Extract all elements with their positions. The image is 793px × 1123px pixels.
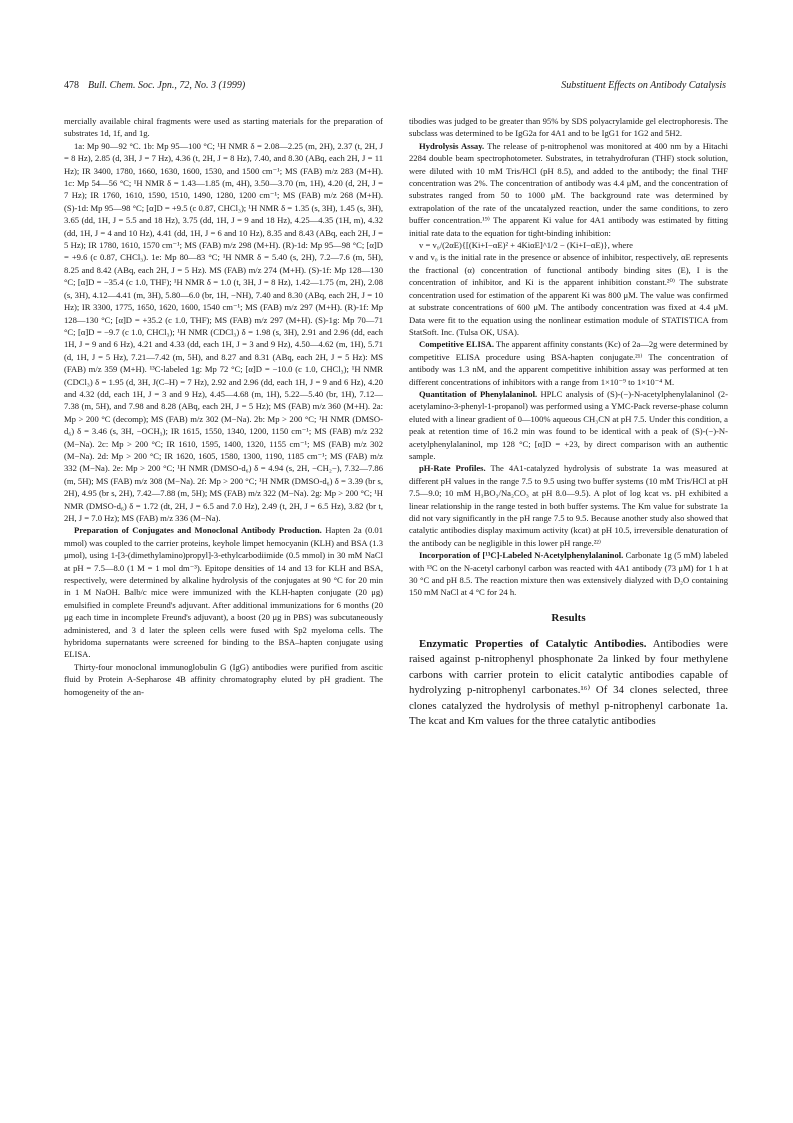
page-number: 478: [64, 80, 79, 91]
paragraph-heading: Incorporation of [¹³C]-Labeled N-Acetylphenylalaninol.: [419, 550, 624, 561]
paragraph: [409, 338, 728, 388]
paragraph: v and v₀ is the initial rate in the presence or absence of inhibitor, respectively, αE represents the fractional (α) concentration of functional antibody binding sites (E), I is the concentration of inhibitor, and Ki is the apparent inhibition constant.²⁰⁾ The substrate concentration used for estimation of the apparent Ki was 800 μM. The value was confirmed at substrate concentrations of 600 μM. The antibody concentration was fixed at 4.4 μM. Data were fit to the equation using the nonlinear estimation module of STATISTICA from StatSoft. Inc. (Tulsa OK, USA).: [409, 252, 728, 337]
running-title: Substituent Effects on Antibody Catalysis: [561, 80, 726, 91]
paragraph-text: Hapten 2a (0.01 mmol) was coupled to the carrier proteins, keyhole limpet hemocyanin (KLH) and BSA (1.3 μmol), using 1-[3-(dimethylamino)propyl]-3-ethylcarbodiimide (0.5 mmol) in 30 mM NaCl at pH = 7.5—8.0 (1 M = 1 mol dm⁻³). Epitope densities of 14 and 13 for KLH and BSA, respectively, were determined by alkaline hydrolysis of the conjugates at 90 °C for 20 min in 1 M NaOH. Balb/c mice were immunized with the KLH-hapten conjugate (20 μg) emulsified in complete Freund's adjuvant. After additional immunizations for 6 months (20 μg each time in incomplete Freund's adjuvant), a boost (20 μg in PBS) was subcutaneously administered, and 3 d later the spleen cells were fused with Sp2 myeloma cells. The hybridoma supernatants were screened for binding to the BSA–hapten conjugate using ELISA.: [64, 525, 383, 660]
paragraph-text: The 4A1-catalyzed hydrolysis of substrate 1a was measured at different pH values in the range 7.5 to 9.5 using two buffer systems (10 mM Tris/HCl at pH 7.5—9.0; 10 mM H₃BO₃/Na₂CO₃ at pH 8.0—9.5). A plot of log kcat vs. pH exhibited a linear relationship in the range tested in both buffer systems. The Km value for substrate 1a did not vary significantly in the pH range 7.5 to 9.5. Because another study also showed that catalytic antibodies display maximum activity (kcat) at pH 10.5, irreversible denaturation of the antibody can be negligible in this lower pH range.²²⁾: [409, 463, 728, 548]
paragraph: mercially available chiral fragments were used as starting materials for the preparation of substrates 1d, 1f, and 1g.: [64, 116, 383, 139]
paragraph-heading: Quantitation of Phenylalaninol.: [419, 388, 538, 399]
equation: v = v₀/(2αE){[(Ki+I−αE)² + 4KiαE]^1/2 − (Ki+I−αE)}, where: [419, 240, 633, 251]
paragraph-text: The apparent affinity constants (Kc) of 2a—2g were determined by competitive ELISA procedure using BSA-hapten conjugate.²¹⁾ The concentration of antibody was 1.3 nM, and the apparent competitive inhibition assay was performed at ten different concentrations of inhibitors with a range from 1×10⁻⁹ to 1×10⁻⁴ M.: [409, 339, 728, 387]
paragraph-heading: Hydrolysis Assay.: [419, 140, 485, 151]
paragraph: [409, 549, 728, 599]
paragraph-text: Carbonate 1g (5 mM) labeled with ¹³C on the N-acetyl carbonyl carbon was reacted with 4A1 antibody (73 μM) for 1 h at 30 °C and pH 8.5. The reaction mixture then was extensively dialyzed with D₂O containing 150 mM NaCl at 4 °C for 24 h.: [409, 550, 728, 598]
paragraph-heading: Preparation of Conjugates and Monoclonal Antibody Production.: [74, 525, 322, 536]
paragraph: [409, 637, 728, 730]
paragraph: [409, 388, 728, 462]
paragraph-heading: pH-Rate Profiles.: [419, 463, 486, 474]
running-header: [64, 80, 726, 94]
journal-citation: Bull. Chem. Soc. Jpn., 72, No. 3 (1999): [88, 80, 246, 91]
paragraph-heading: Enzymatic Properties of Catalytic Antibodies.: [419, 637, 647, 650]
paragraph-text: HPLC analysis of (S)-(−)-N-acetylphenylalaninol (2-acetylamino-3-phenyl-1-propanol) was performed using a YMC-Pack reverse-phase column eluted with a linear gradient of 0—100% aqueous CH₃CN at pH 7.5. Under this condition, a peak at retention time of 16.2 min was found to be identical with a peak of (S)-(−)-N-acetylphenylalaninol, mp 128 °C; [α]D = +23, by direct comparison with an authentic sample.: [409, 388, 728, 461]
section-title: Results: [551, 611, 586, 624]
paragraph: [409, 140, 728, 239]
paragraph: [64, 524, 383, 660]
paragraph: [409, 462, 728, 549]
paragraph: Thirty-four monoclonal immunoglobulin G (IgG) antibodies were purified from ascitic fluid by Protein A-Sepharose 4B affinity chromatography eluted by pH gradient. The homogeneity of the an-: [64, 661, 383, 697]
paragraph-text: The release of p-nitrophenol was monitored at 400 nm by a Hitachi 2284 double beam spectrophotometer. Substrates, in tetrahydrofuran (THF) stock solution, were diluted with 10 mM Tris/HCl (pH 8.5), and added to the antibody; the final THF concentration was 2%. The concentration of antibody was 4.4 μM, and the concentration of substrates ranged from 50 to 1000 μM. The background rate was determined by extrapolation of the rate of the uncatalyzed reaction, under the same conditions, to zero buffer concentration.¹⁹⁾ The apparent Ki value for 4A1 antibody was estimated by fitting initial rate data to the equation for tight-binding inhibition:: [409, 140, 728, 238]
paragraph-heading: Competitive ELISA.: [419, 339, 494, 350]
left-column: [64, 115, 383, 1035]
paragraph: tibodies was judged to be greater than 95% by SDS polyacrylamide gel electrophoresis. The subclass was determined to be IgG2a for 4A1 and to be IgG1 for 1G2 and 5H2.: [409, 116, 728, 139]
characterization-data: 1a: Mp 90—92 °C. 1b: Mp 95—100 °C; ¹H NMR δ = 2.08—2.25 (m, 2H), 2.37 (t, 2H, J = 8 Hz), 2.85 (d, 3H, J = 7 Hz), 4.36 (t, 2H, J = 8 Hz), 7.40, and 8.30 (ABq, each 2H, J = 11 Hz); IR 3400, 1780, 1660, 1630, 1600, 1530, and 1500 cm⁻¹; MS (FAB) m/z 283 (M+H). 1c: Mp 54—56 °C; ¹H NMR δ = 1.43—1.85 (m, 4H), 3.50—3.70 (m, 1H), 4.20 (d, 2H, J = 7 Hz); IR 1760, 1610, 1590, 1510, 1490, 1280, 1200 cm⁻¹; MS (FAB) m/z 268 (M+H). (S)-1d: Mp 95—98 °C; [α]D = +9.5 (c 0.87, CHCl₃); ¹H NMR δ = 1.35 (s, 3H), 1.45 (s, 3H), 3.65 (dd, 1H, J = 5.5 and 18 Hz), 3.75 (dd, 1H, J = 9 and 18 Hz), 4.25—4.35 (1H, m), 4.32 (dd, 1H, J = 4 and 10 Hz), 4.41 (dd, 1H, J = 6 and 10 Hz), 8.35 and 8.43 (ABq, each 2H, J = 5 Hz); IR 1780, 1610, 1570 cm⁻¹; MS (FAB) m/z 298 (M+H). (R)-1d: Mp 95—98 °C; [α]D = +9.6 (c 0.87, CHCl₃). 1e: Mp 80—83 °C; ¹H NMR δ = 5.40 (s, 2H), 7.2—7.6 (m, 5H), 8.25 and 8.42 (ABq, each 2H, J = 5 Hz). MS (FAB) m/z 274 (M+H). (S)-1f: Mp 128—130 °C; [α]D = −35.4 (c 1.0, THF); ¹H NMR δ = 1.0 (t, 3H, J = 8 Hz), 1.42—1.75 (m, 2H), 2.08 (s, 3H), 4.12—4.41 (m, 3H), 5.80—6.0 (br, 1H, −NH), 7.40 and 8.30 (ABq, each 2H, J = 10 Hz); IR 3300, 1775, 1650, 1620, 1600, 1540 cm⁻¹; MS (FAB) m/z 297 (M+H). (R)-1f: Mp 128—130 °C; [α]D = +35.2 (c 1.0, THF); MS (FAB) m/z 297 (M+H). (S)-1g: Mp 70—71 °C; [α]D = −9.7 (c 1.0, CHCl₃); ¹H NMR (CDCl₃) δ = 1.98 (s, 3H), 2.91 and 2.96 (dd, each 1H, J = 9 and 6 Hz), 4.21 and 4.33 (dd, each 1H, J = 3 and 9 Hz), 4.50—4.62 (m, 1H), 5.71 (d, 1H, J = 5 Hz), 7.21—7.42 (m, 5H), and 8.27 and 8.31 (ABq, each 2H, J = 5 Hz): MS (FAB) m/z 359 (M+H). ¹³C-labeled 1g: Mp 72 °C; [α]D = −10.0 (c 1.0, CHCl₃); ¹H NMR (CDCl₃) δ = 1.95 (d, 3H, J(C–H) = 7 Hz), 2.92 and 2.96 (dd, each 1H, J = 9 and 6 Hz), 4.20 and 4.32 (dd, each 1H, J = 3 and 9 Hz), 4.45—4.68 (m, 1H), 5.22—5.40 (br, 1H), 7.12—7.38 (m, 5H), and 7.98 and 8.28 (ABq, each 2H, J = 5 Hz); MS (FAB) m/z 360 (M+H). 2a: Mp > 200 °C (decomp); MS (FAB) m/z 302 (M−Na). 2b: Mp > 200 °C; ¹H NMR (DMSO-d₆) δ = 3.46 (s, 3H, −OCH₃); IR 1615, 1550, 1340, 1200, 1150 cm⁻¹; MS (FAB) m/z 232 (M−Na). 2c: Mp > 200 °C; IR 1610, 1595, 1400, 1320, 1155 cm⁻¹; MS (FAB) m/z 302 (M−Na). 2d: Mp > 200 °C; IR 1620, 1605, 1580, 1300, 1190, 1185 cm⁻¹; MS (FAB) m/z 332 (M−Na). 2e: Mp > 200 °C; ¹H NMR (DMSO-d₆) δ = 4.94 (s, 2H, −CH₂−), 7.32—7.86 (m, 5H); MS (FAB) m/z 308 (M−Na). 2f: Mp > 200 °C; ¹H NMR (DMSO-d₆) δ = 3.39 (br s, 2H), 4.95 (br s, 2H), 7.42—7.88 (m, 5H); MS (FAB) m/z 322 (M−Na). 2g: Mp > 200 °C; ¹H NMR (DMSO-d₆) δ = 1.72 (dt, 2H, J = 6.5 and 7.0 Hz), 2.49 (t, 2H, J = 6.5 Hz), 3.82 (br t, 2H, J = 7.0 Hz); MS (FAB) m/z 336 (M−Na).: [64, 140, 383, 523]
right-column: [409, 115, 728, 1035]
paragraph-text: Antibodies were raised against p-nitrophenyl phosphonate 2a linked by four methylene carbons with carrier protein to elicit catalytic antibodies capable of hydrolyzing p-nitrophenyl carbonates.¹⁶⁾ Of 34 clones selected, three clones catalyzed the hydrolysis of methyl p-nitrophenyl carbonate 1a. The kcat and Km values for the three catalytic antibodies: [409, 637, 728, 728]
